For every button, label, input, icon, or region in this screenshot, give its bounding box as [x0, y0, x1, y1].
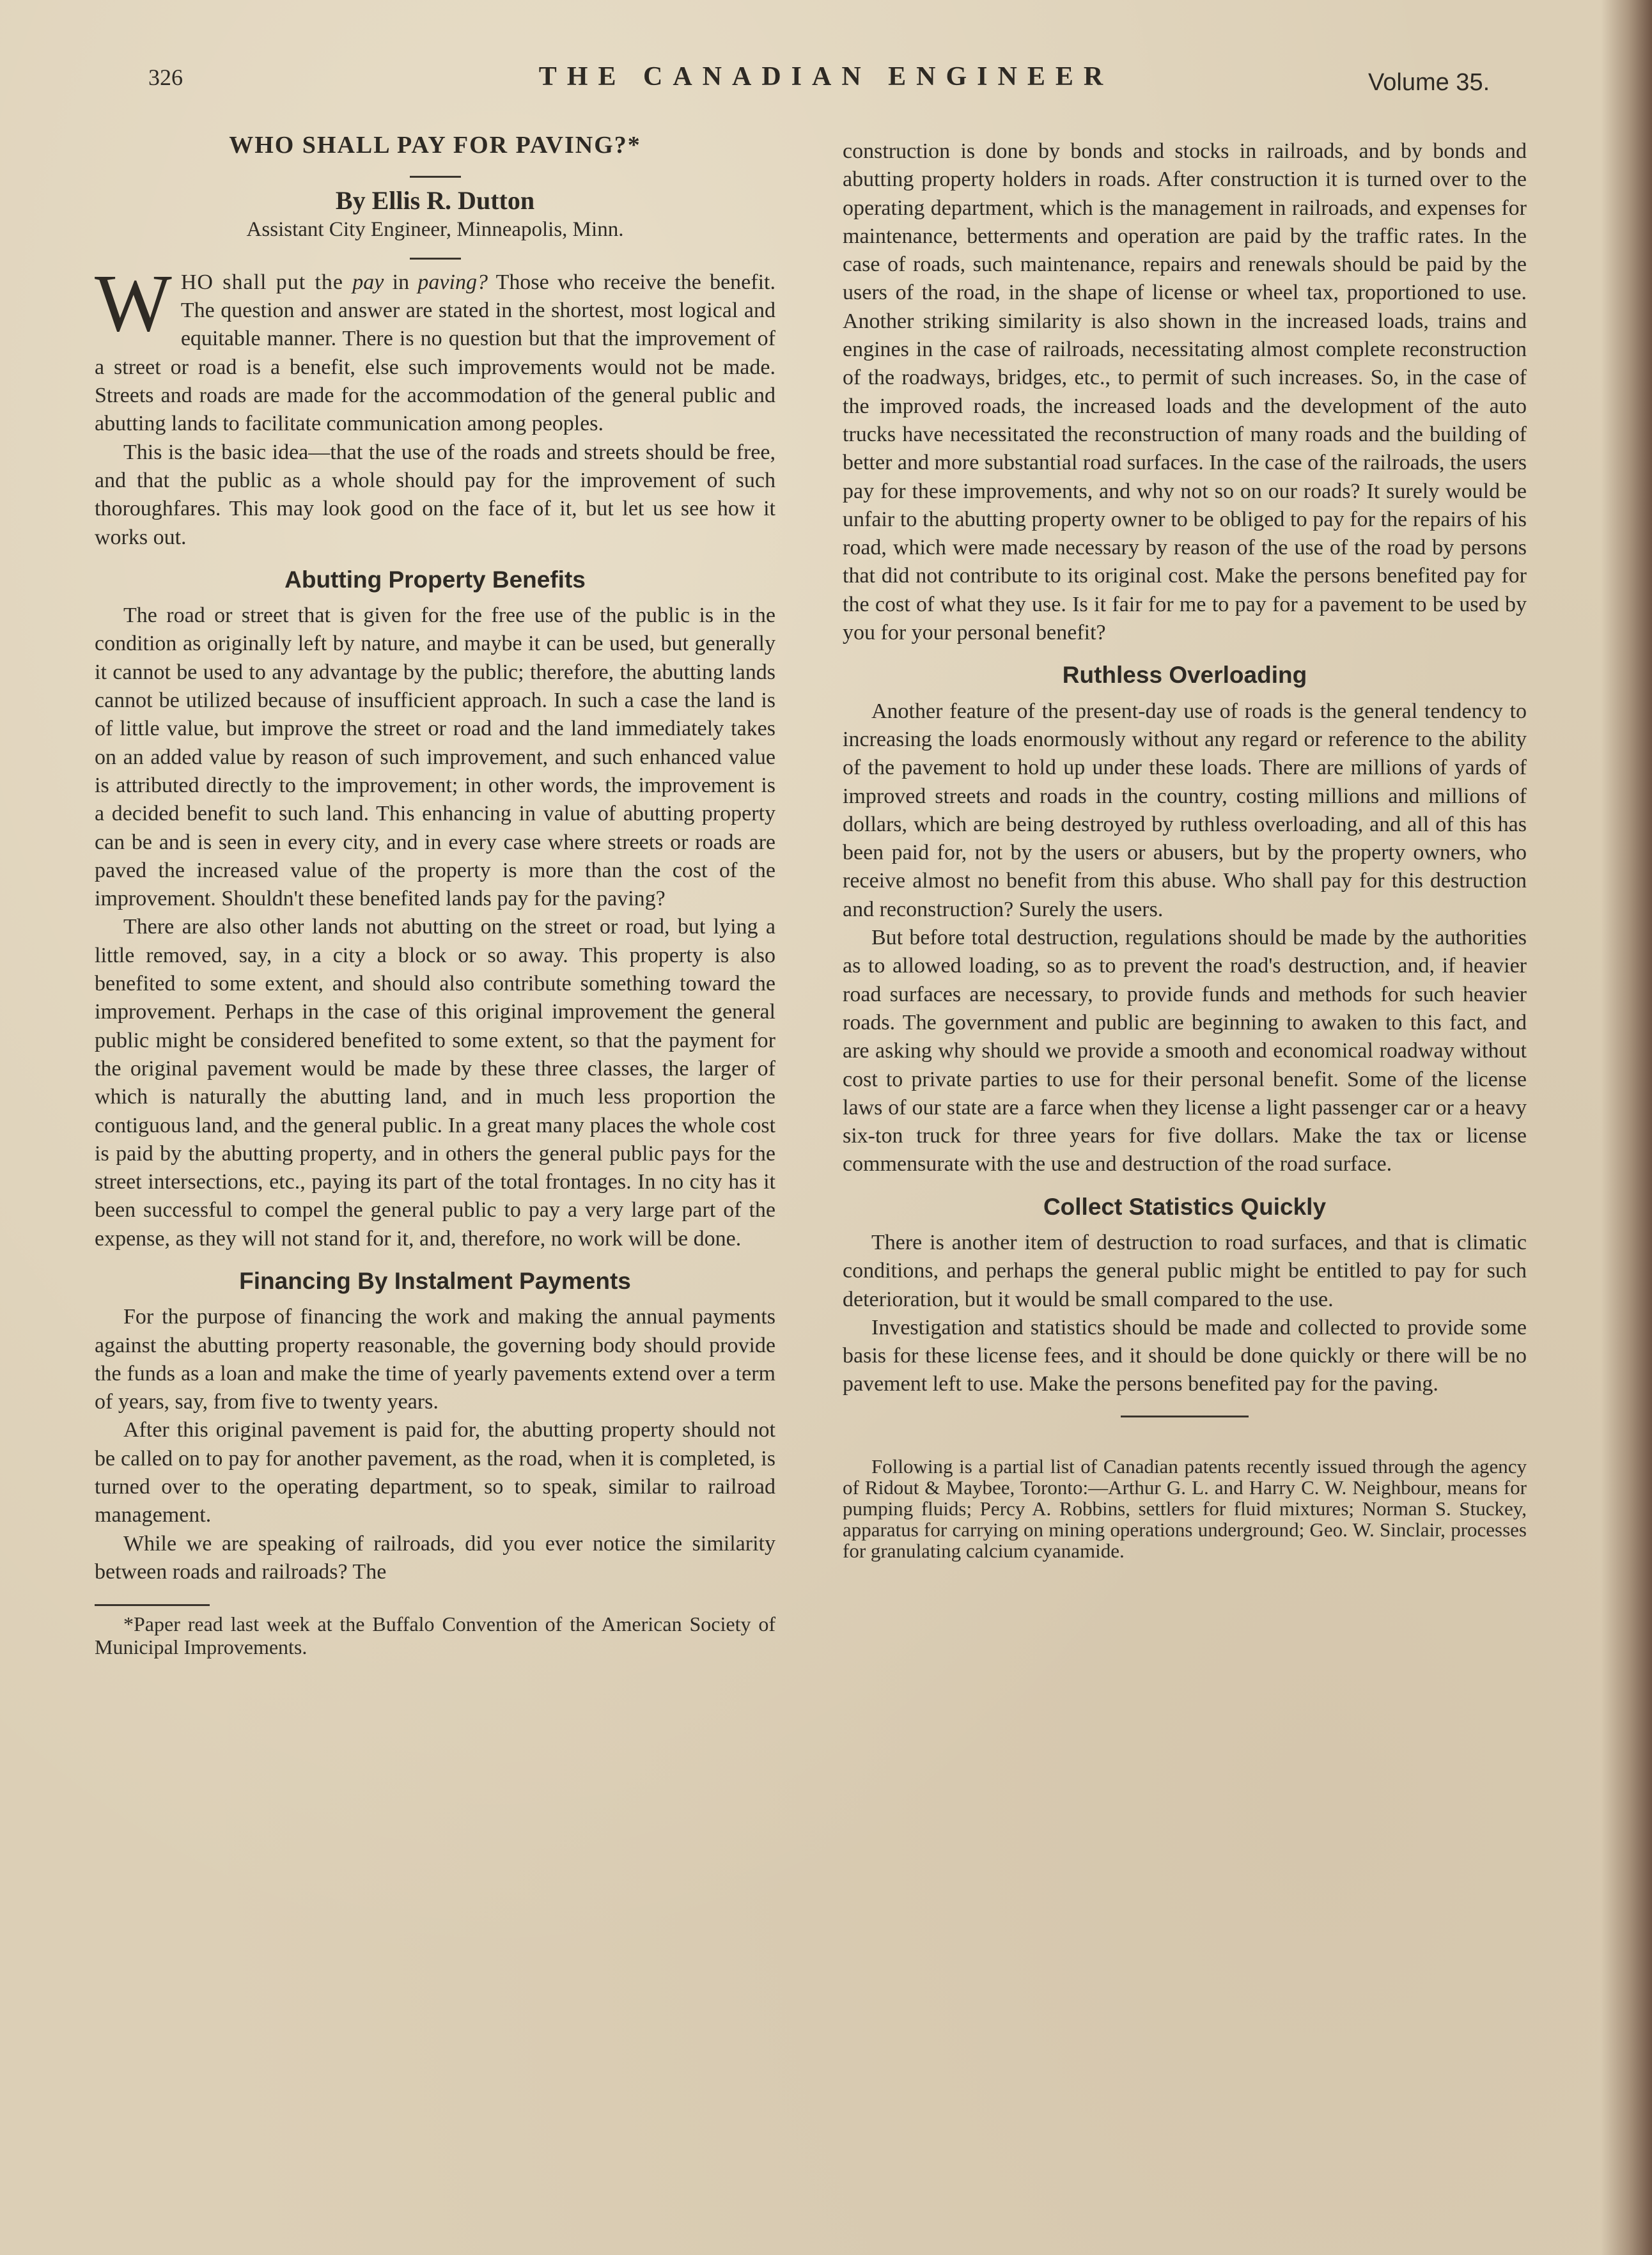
intro-pay: pay	[352, 270, 384, 294]
page-number: 326	[148, 65, 183, 90]
paragraph: Investigation and statistics should be made and collected to provide some basis for these license fees, and it should be done quickly or there will be no pavement left to use. Make the persons benefited pay for the paving.	[843, 1315, 1527, 1396]
intro-paving: paving?	[417, 270, 488, 294]
author-affiliation: Assistant City Engineer, Minneapolis, Minn.	[246, 217, 624, 241]
paragraph: For the purpose of financing the work and making the annual payments against the abutting property reasonable, the governing body should provide the funds as a loan and make the time of yearly pavements extend over a term of years, say, from five to twenty years.	[95, 1305, 775, 1414]
continued-paragraph: construction is done by bonds and stocks in railroads, and by bonds and abutting property holders in roads. After construction it is turned over to the operating department, which is the management in railroads, and expenses for maintenance, betterments and operation are paid by the traffic rates. In the case of roads, such maintenance, repairs and renewals should be paid by the users of the road, in the shape of license or wheel tax, proportioned to use. Another striking similarity is also shown in the increased loads, trains and engines in the case of railroads, necessitating almost complete reconstruction of the roadways, bridges, etc., to permit of such increases. So, in the case of the improved roads, the increased loads and the development of the auto trucks have necessitated the reconstruction of many roads and the building of better and more substantial road surfaces. In the case of the railroads, the users pay for these improvements, and why not so on our roads? It surely would be unfair to the abutting property owner to be obliged to pay for the repairs of his road, which were made necessary by reason of the use of the road by persons that did not contribute to its original cost. Make the persons benefited pay for the cost of what they use. Is it fair for me to pay for a pavement to be used by you for your personal benefit?	[843, 139, 1527, 645]
footnote: *Paper read last week at the Buffalo Convention of the American Society of Municipal Improvements.	[95, 1612, 775, 1659]
intro-lead: HO shall put the	[180, 270, 353, 294]
section-heading-overloading: Ruthless Overloading	[1062, 662, 1307, 689]
section-heading-statistics: Collect Statistics Quickly	[1043, 1193, 1327, 1220]
paragraph: Another feature of the present-day use of roads is the general tendency to increasing the loads enormously without any regard or reference to the ability of the pavement to hold up under these loads. There are millions of yards of improved streets and roads in the country, costing millions and millions of dollars, which are being destroyed by ruthless overloading, and all of this has been paid for, not by the users or abusers, but by the property owners, who receive almost no benefit from this abuse. Who shall pay for this destruction and reconstruction? Surely the users.	[843, 699, 1527, 921]
paragraph: There is another item of destruction to road surfaces, and that is climatic conditions, and perhaps the general public might be entitled to pay for such deterioration, but it would be small compared to the use.	[843, 1230, 1527, 1311]
paragraph: The road or street that is given for the free use of the public is in the condition as originally left by nature, and maybe it can be used, but generally it cannot be used to any advantage by the public; therefore, the abutting lands cannot be utilized because of insufficient approach. In such a case the land is of little value, but improve the street or road and the land immediately takes on an added value by reason of such improvement, and such enhanced value is attributed directly to the improvement; in other words, the improvement is a decided benefit to such land. This enhancing in value of abutting property can be and is seen in every city, and in every case where streets or roads are paved the increased value of the property is more than the cost of the improvement. Shouldn't these benefited lands pay for the paving?	[95, 604, 775, 911]
drop-cap: W	[95, 257, 172, 348]
running-head	[0, 58, 1652, 102]
paragraph: After this original pavement is paid for, the abutting property should not be called on to pay for another pavement, as the road, when it is completed, is turned over to the operating department, so to speak, similar to railroad management.	[95, 1418, 775, 1527]
section-heading-financing: Financing By Instalment Payments	[239, 1267, 631, 1294]
paragraph: But before total destruction, regulations should be made by the authorities as to allowed loading, so as to prevent the road's destruction, and, if heavier road surfaces are necessary, to provide funds and methods for such heavier roads. The government and public are beginning to awaken to this fact, and are asking why should we provide a smooth and economical roadway without cost to private parties to use for their personal benefit. Some of the license laws of our state are a farce when they license a light passenger car or a heavy six-ton truck for three years for five dollars. Make the tax or license commensurate with the use and destruction of the road surface.	[843, 926, 1527, 1176]
author-byline: By Ellis R. Dutton	[335, 186, 535, 215]
binding-shadow	[1601, 0, 1652, 2255]
patents-notice: Following is a partial list of Canadian patents recently issued through the agency of Ridout & Maybee, Toronto:—Arthur G. L. and Harry C. W. Neighbour, means for pumping fluids; Percy A. Robbins, settlers for fluid mixtures; Norman S. Stuckey, apparatus for carrying on mining operations underground; Geo. W. Sinclair, processes for granulating calcium cyanamide.	[843, 1455, 1527, 1562]
byline-rule	[410, 258, 461, 260]
article-title: WHO SHALL PAY FOR PAVING?*	[229, 132, 641, 159]
paragraph: There are also other lands not abutting on the street or road, but lying a little removed, say, in a city a block or so away. This property is also benefited to some extent, and should also contribute something toward the improvement. Perhaps in the case of this original improvement the general public might be considered benefited to some extent, so that the payment for the original pavement would be made by these three classes, the larger of which is naturally the abutting land, and in much less proportion the contiguous land, and the general public. In a great many places the whole cost is paid by the abutting property, and in others the general public pays for the street intersections, etc., paying its part of the total frontages. In no city has it been successful to compel the general public to pay a very large part of the expense, as they will not stand for it, and, therefore, no work will be done.	[95, 915, 775, 1251]
section-heading-abutting: Abutting Property Benefits	[284, 566, 586, 593]
intro-paragraph	[95, 257, 775, 439]
volume-label: Volume 35.	[1368, 69, 1490, 96]
intro-in: in	[384, 270, 418, 294]
paragraph: This is the basic idea—that the use of the roads and streets should be free, and that the public as a whole should pay for the improvement of such thoroughfares. This may look good on the face of it, but let us see how it works out.	[95, 440, 775, 549]
footnote-rule	[95, 1604, 210, 1606]
title-rule	[410, 176, 461, 178]
right-column	[843, 137, 1527, 1561]
section-divider	[1121, 1416, 1249, 1417]
paragraph: While we are speaking of railroads, did you ever notice the similarity between roads and railroads? The	[95, 1531, 775, 1584]
intro-rest: Those who receive the benefit. The question and answer are stated in the shortest, most logical and equitable manner. There is no question but that the improvement of a street or road is a benefit, else such improvements would not be made. Streets and roads are made for the accommodation of the general public and abutting lands to facilitate communication among peoples.	[95, 270, 775, 436]
journal-title: THE CANADIAN ENGINEER	[538, 62, 1114, 91]
left-column	[95, 131, 775, 1658]
